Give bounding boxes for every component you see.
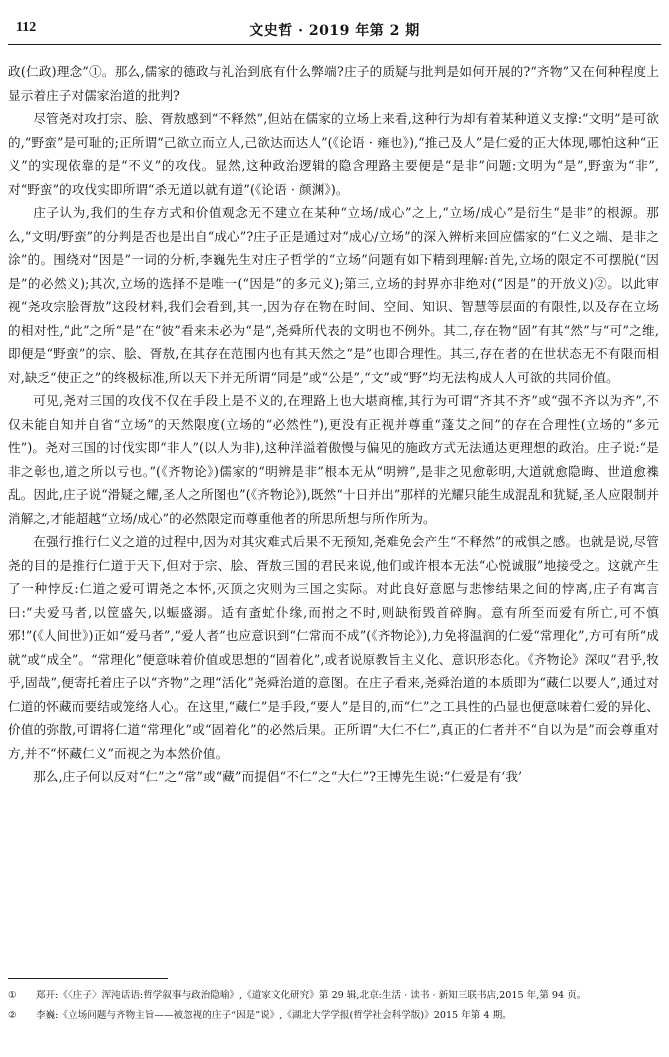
footnote-text: 李巍:《立场问题与齐物主旨——被忽视的庄子“因是”说》,《湖北大学学报(哲学社会科学版)》2015 年第 4 期。 (36, 1010, 512, 1021)
page-number: 112 (16, 20, 37, 35)
paragraph-5: 在强行推行仁义之道的过程中,因为对其灾难式后果不无预知,尧难免会产生“不释然”的戒惧之感。也就是说,尽管尧的目的是推行仁道于天下,但对于宗、脍、胥敖三国的君民来说,他们或许根本无法“心悦诚服”地接受之。这就产生了一种悖反:仁道之爱可谓尧之本怀,灭顶之灾则为三国之实际。对此良好意愿与悲惨结果之间的悖离,庄子有寓言曰:“夫爱马者,以筐盛矢,以蜄盛溺。适有蚉虻仆缘,而拊之不时,则缺衔毁首碎胸。意有所至而爱有所亡,可不慎邪!”(《人间世》)正如“爱马者”,“爱人者”也应意识到“仁常而不成”(《齐物论》),力免将温润的仁爱“常理化”,方可有所“成就”或“成全”。“常理化”便意味着价值或思想的“固着化”,或者说原教旨主义化、意识形态化。《齐物论》深叹“君乎,牧乎,固哉”,便寄托着庄子以“齐物”之理“活化”尧舜治道的意图。在庄子看来,尧舜治道的本质即为“藏仁以要人”,通过对仁道的怀藏而要结或笼络人心。在这里,“藏仁”是手段,“要人”是目的,而“仁”之工具性的凸显也便意味着仁爱的异化、价值的弥散,可谓将仁道“常理化”或“固着化”的必然后果。正所谓“大仁不仁”,真正的仁者并不“自以为是”而会尊重对方,并不“怀藏仁义”而视之为本然价值。 (8, 534, 659, 761)
paragraph-4: 可见,尧对三国的攻伐不仅在手段上是不义的,在理路上也大堪商榷,其行为可谓“齐其不齐”或“强不齐以为齐”,不仅未能自知并自省“立场”的天然限度(立场的“必然性”),更没有正视并尊重“蓬艾之间”的存在合理性(立场的“多元性”)。尧对三国的讨伐实即“非人”(以人为非),这种洋溢着傲慢与偏见的施政方式无法通达更理想的政治。庄子说:“是非之彰也,道之所以亏也。”(《齐物论》)儒家的“明辨是非”根本无从“明辨”,是非之见愈彰明,大道就愈隐晦、世道愈襍乱。因此,庄子说“滑疑之耀,圣人之所图也”(《齐物论》),既然“十日并出”那样的光耀只能生成混乱和犹疑,圣人应限制并消解之,才能超越“立场/成心”的必然限定而尊重他者的所思所想与所作所为。 (8, 393, 659, 526)
footnote-1 (8, 988, 659, 1003)
paragraph-2: 尽管尧对攻打宗、脍、胥敖感到“不释然”,但站在儒家的立场上来看,这种行为却有着某种道义支撑:“文明”是可欲的,“野蛮”是可耻的;正所谓“己欲立而立人,己欲达而达人”(《论语 · 雍也》),“推己及人”是仁爱的正大体现,哪怕这种“正义”的实现依靠的是“不义”的攻伐。显然,这种政治逻辑的隐含理路主要便是“是非”问题:文明为“是”,野蛮为“非”,对“野蛮”的攻伐实即所谓“杀无道以就有道”(《论语 · 颜渊》)。 (8, 111, 660, 197)
paragraph-6: 那么,庄子何以反对“仁”之“常”或“藏”而提倡“不仁”之“大仁”?王博先生说:“仁爱是有‘我’ (33, 769, 523, 784)
paragraph-3: 庄子认为,我们的生存方式和价值观念无不建立在某种“立场/成心”之上,“立场/成心”是衍生“是非”的根源。那么,“文明/野蛮”的分判是否也是出自“成心”?庄子正是通过对“成心/立场”的深入辨析来回应儒家的“仁义之端、是非之涂”的。围绕对“因是”一词的分析,李巍先生对庄子哲学的“立场”问题有如下精到理解:首先,立场的限定不可摆脱(“因是”的必然义);其次,立场的选择不是唯一(“因是”的多元义);第三,立场的封界亦非绝对(“因是”的开放义)②。以此审视“尧攻宗脍胥敖”这段材料,我们会看到,其一,因为存在物在时间、空间、知识、智慧等层面的有限性,以及存在立场的相对性,“此”之所“是”在“彼”看来未必为“是”,尧舜所代表的文明也不例外。其二,存在物“固”有其“然”与“可”之维,即便是“野蛮”的宗、脍、胥敖,在其存在范围内也有其天然之“是”也即合理性。其三,存在者的在世状态无不有限而相对,缺乏“使正之”的终极标准,所以天下并无所谓“同是”或“公是”,“文”或“野”均无法构成人人可欲的共同价值。 (8, 205, 659, 385)
footnote-text: 郑开:《〈庄子〉浑沌话语:哲学叙事与政治隐喻》,《道家文化研究》第 29 辑,北京:生活 · 读书 · 新知三联书店,2015 年,第 94 页。 (36, 990, 587, 1001)
footnote-divider (8, 978, 168, 979)
footnotes (8, 988, 659, 1028)
footnote-2 (8, 1008, 659, 1023)
paragraph-1: 政(仁政)理念”①。那么,儒家的德政与礼治到底有什么弊端?庄子的质疑与批判是如何开展的?“齐物”又在何种程度上显示着庄子对儒家治道的批判? (8, 64, 659, 103)
footnote-marker: ② (8, 1010, 17, 1021)
running-head-journal: 文史哲 · 2019 年第 2 期 (249, 23, 420, 39)
footnote-marker: ① (8, 990, 17, 1001)
body-text (8, 60, 659, 789)
page-header (8, 14, 661, 45)
